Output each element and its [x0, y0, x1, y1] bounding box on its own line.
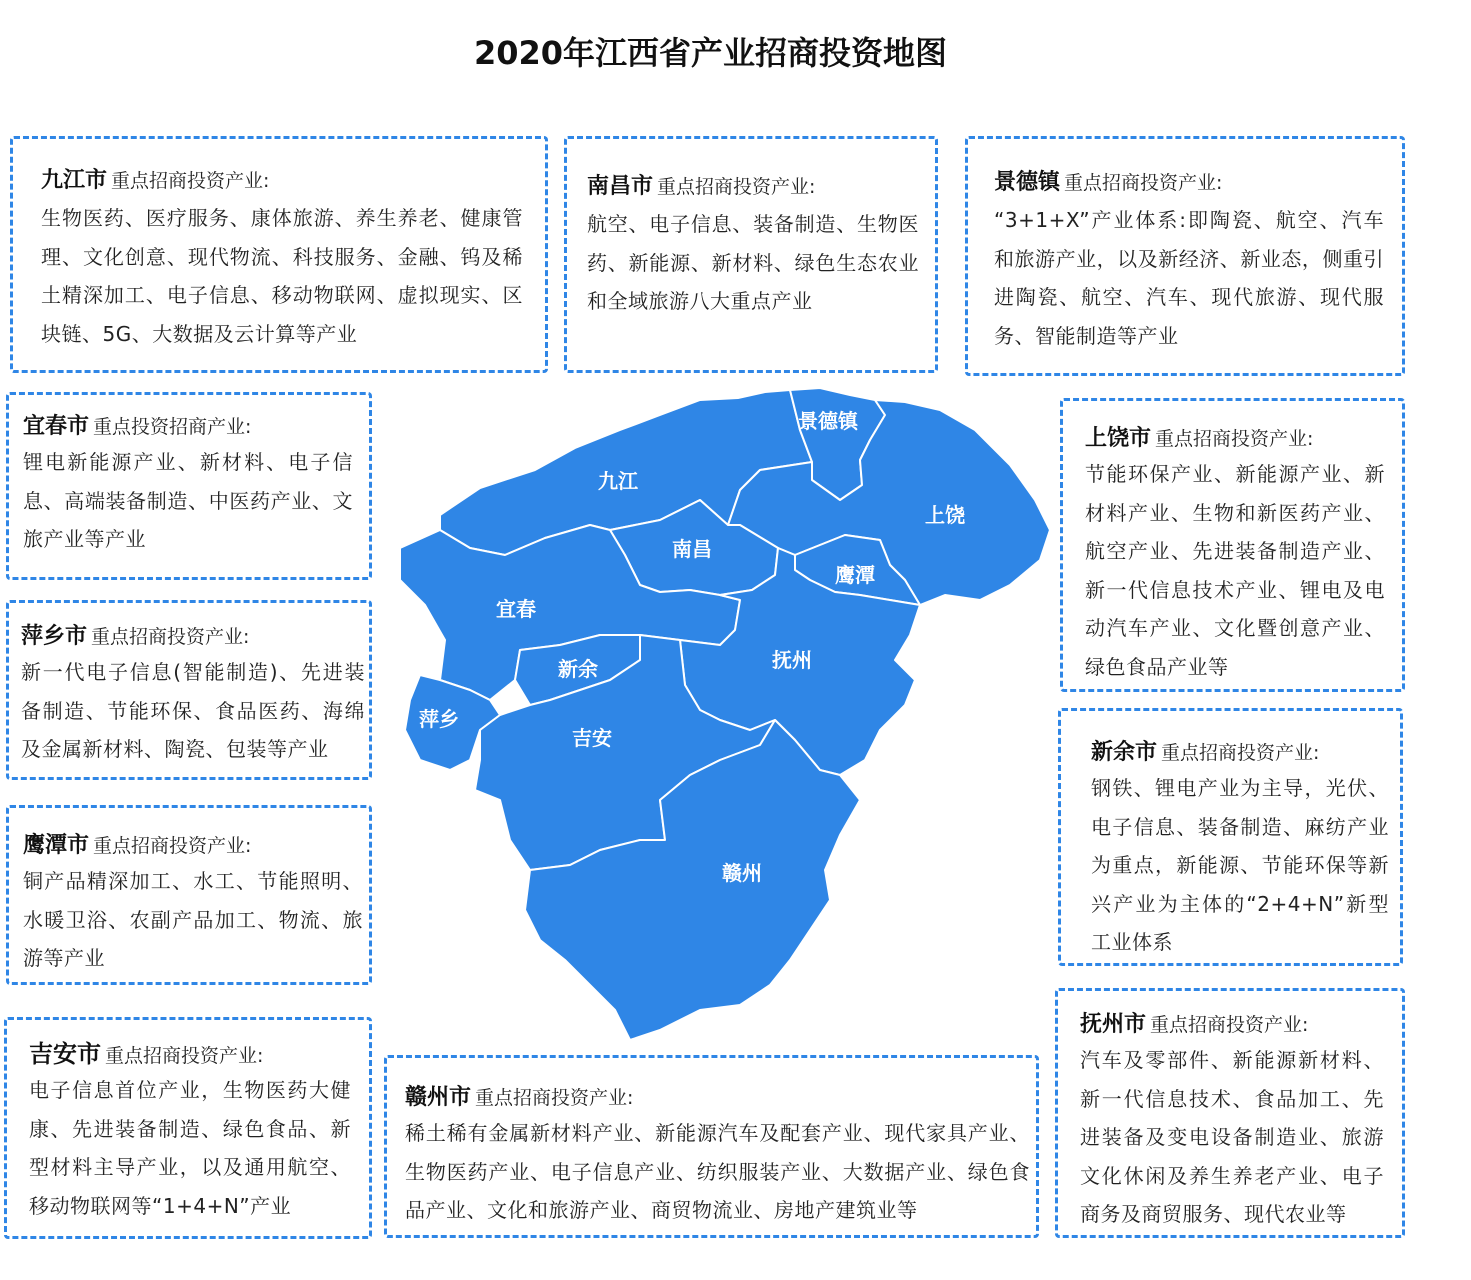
card-city-name: 上饶市	[1085, 426, 1152, 451]
card-city-name: 景德镇	[994, 170, 1061, 195]
card-jingdezhen	[965, 136, 1405, 376]
card-city-name: 宜春市	[23, 414, 90, 439]
card-pingxiang	[6, 600, 372, 780]
card-city-name: 萍乡市	[21, 624, 88, 649]
card-nanchang	[564, 136, 938, 373]
card-body: 新一代电子信息(智能制造)、先进装备制造、节能环保、食品医药、海绵及金属新材料、陶瓷、包装等产业	[21, 660, 365, 761]
card-city-name: 吉安市	[29, 1040, 101, 1068]
page-title: 2020年江西省产业招商投资地图	[473, 34, 948, 72]
card-body: 汽车及零部件、新能源新材料、新一代信息技术、食品加工、先进装备及变电设备制造业、旅游文化休闲及养生养老产业、电子商务及商贸服务、现代农业等	[1080, 1048, 1384, 1226]
card-city-name: 南昌市	[587, 174, 654, 199]
map-label-yingtan: 鹰潭	[835, 563, 875, 587]
map-label-ganzhou: 赣州	[722, 861, 762, 885]
card-subtitle: 重点招商投资产业:	[1155, 428, 1314, 450]
card-city-name: 九江市	[41, 168, 108, 193]
card-body: 铜产品精深加工、水工、节能照明、水暖卫浴、农副产品加工、物流、旅游等产业	[23, 869, 363, 970]
card-subtitle: 重点招商投资产业:	[105, 1045, 264, 1067]
card-body: “3+1+X”产业体系:即陶瓷、航空、汽车和旅游产业，以及新经济、新业态，侧重引进陶瓷、航空、汽车、现代旅游、现代服务、智能制造等产业	[994, 208, 1384, 348]
card-body: 稀土稀有金属新材料产业、新能源汽车及配套产业、现代家具产业、生物医药产业、电子信息产业、纺织服装产业、大数据产业、绿色食品产业、文化和旅游产业、商贸物流业、房地产建筑业等	[405, 1121, 1030, 1222]
card-yichun	[6, 392, 372, 580]
card-yingtan	[6, 805, 372, 985]
card-body: 节能环保产业、新能源产业、新材料产业、生物和新医药产业、航空产业、先进装备制造产业、新一代信息技术产业、锂电及电动汽车产业、文化暨创意产业、绿色食品产业等	[1085, 462, 1385, 679]
card-ganzhou	[384, 1055, 1039, 1238]
map-label-jian: 吉安	[572, 726, 612, 750]
card-city-name: 鹰潭市	[23, 833, 90, 858]
card-body: 锂电新能源产业、新材料、电子信息、高端装备制造、中医药产业、文旅产业等产业	[23, 450, 353, 551]
card-jiujiang	[10, 136, 548, 373]
map-label-jingdezhen: 景德镇	[798, 409, 858, 433]
map-label-yichun: 宜春	[496, 597, 536, 621]
card-city-name: 赣州市	[405, 1085, 472, 1110]
card-xinyu	[1058, 708, 1403, 966]
map-label-jiujiang: 九江	[598, 469, 638, 493]
map-label-pingxiang: 萍乡	[419, 707, 459, 731]
card-subtitle: 重点招商投资产业:	[91, 626, 250, 648]
card-body: 电子信息首位产业，生物医药大健康、先进装备制造、绿色食品、新型材料主导产业，以及通用航空、移动物联网等“1+4+N”产业	[29, 1078, 351, 1218]
card-subtitle: 重点招商投资产业:	[111, 170, 270, 192]
card-jian	[4, 1017, 372, 1239]
card-subtitle: 重点招商投资产业:	[1161, 742, 1320, 764]
card-subtitle: 重点投资招商产业:	[93, 416, 252, 438]
map-label-shangrao: 上饶	[925, 503, 965, 527]
card-subtitle: 重点招商投资产业:	[475, 1087, 634, 1109]
map-label-nanchang: 南昌	[672, 537, 712, 561]
card-fuzhou	[1055, 988, 1405, 1238]
card-subtitle: 重点招商投资产业:	[1064, 172, 1223, 194]
card-subtitle: 重点招商投资产业:	[93, 835, 252, 857]
map-label-xinyu: 新余	[558, 657, 598, 681]
map-label-fuzhou: 抚州	[772, 648, 812, 672]
card-subtitle: 重点招商投资产业:	[1150, 1014, 1309, 1036]
card-body: 航空、电子信息、装备制造、生物医药、新能源、新材料、绿色生态农业和全域旅游八大重点产业	[587, 212, 919, 313]
card-city-name: 新余市	[1091, 740, 1158, 765]
card-body: 钢铁、锂电产业为主导，光伏、电子信息、装备制造、麻纺产业为重点，新能源、节能环保等新兴产业为主体的“2+4+N”新型工业体系	[1091, 776, 1389, 954]
card-shangrao	[1060, 398, 1405, 692]
card-city-name: 抚州市	[1080, 1012, 1147, 1037]
card-body: 生物医药、医疗服务、康体旅游、养生养老、健康管理、文化创意、现代物流、科技服务、金融、钨及稀土精深加工、电子信息、移动物联网、虚拟现实、区块链、5G、大数据及云计算等产业	[41, 206, 523, 346]
card-subtitle: 重点招商投资产业:	[657, 176, 816, 198]
